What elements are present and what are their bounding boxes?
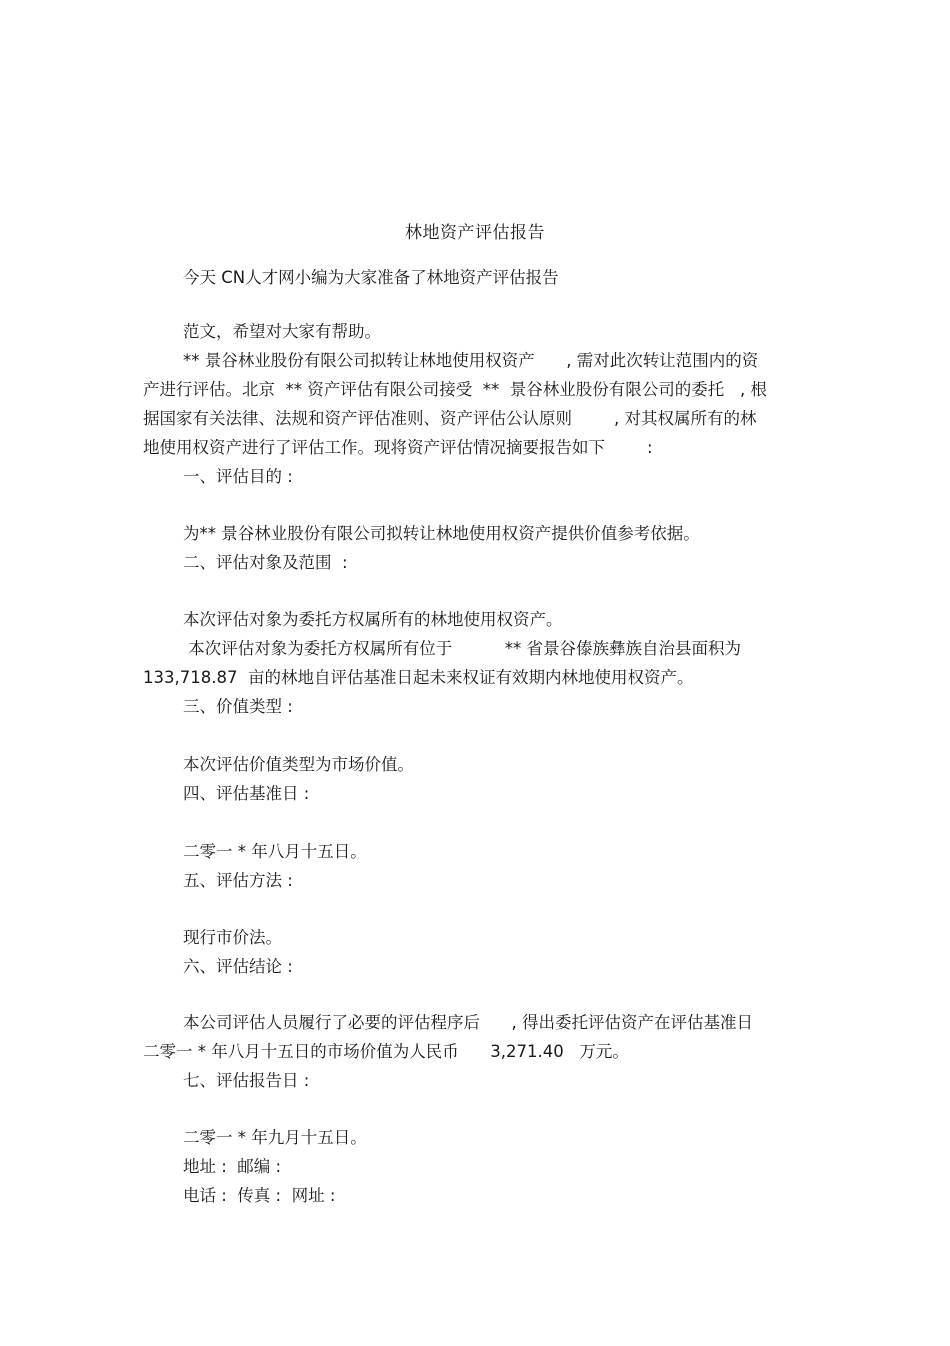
contact-line: 电话 : 传真 : 网址 : xyxy=(183,1186,336,1205)
section-content: 现行市价法。 xyxy=(183,928,282,947)
section-content: 为** 景谷林业股份有限公司拟转让林地使用权资产提供价值参考依据。 xyxy=(183,524,700,543)
section-heading: 三、价值类型 : xyxy=(183,697,293,716)
intro-line: 今天 CN人才网小编为大家准备了林地资产评估报告 xyxy=(183,268,559,287)
section-heading: 四、评估基准日 : xyxy=(183,784,310,803)
body-paragraph-line: 地使用权资产进行了评估工作。现将资产评估情况摘要报告如下 : xyxy=(143,438,653,457)
section-heading: 六、评估结论 : xyxy=(183,957,293,976)
body-paragraph-line: 产进行评估。北京 ** 资产评估有限公司接受 ** 景谷林业股份有限公司的委托 , 根 xyxy=(143,380,767,399)
section-heading: 一、评估目的 : xyxy=(183,467,293,486)
document-title: 林地资产评估报告 xyxy=(405,223,545,243)
contact-line: 地址 : 邮编 : xyxy=(183,1157,282,1176)
section-content: 本次评估对象为委托方权属所有位于 ** 省景谷傣族彝族自治县面积为 xyxy=(183,639,741,658)
section-content: 本次评估价值类型为市场价值。 xyxy=(183,755,414,774)
body-paragraph-line: ** 景谷林业股份有限公司拟转让林地使用权资产 , 需对此次转让范围内的资 xyxy=(183,351,759,370)
section-heading: 七、评估报告日 : xyxy=(183,1071,310,1090)
section-heading: 五、评估方法 : xyxy=(183,871,293,890)
section-content: 本公司评估人员履行了必要的评估程序后 , 得出委托评估资产在评估基准日 xyxy=(183,1013,753,1032)
section-content: 本次评估对象为委托方权属所有的林地使用权资产。 xyxy=(183,610,563,629)
intro-line: 范文，希望对大家有帮助。 xyxy=(183,322,381,341)
section-content: 133,718.87 亩的林地自评估基准日起未来权证有效期内林地使用权资产。 xyxy=(143,668,694,687)
section-content: 二零一 * 年八月十五日。 xyxy=(183,842,367,861)
section-content: 二零一 * 年八月十五日的市场价值为人民币 3,271.40 万元。 xyxy=(143,1042,629,1061)
section-heading: 二、评估对象及范围 : xyxy=(183,553,348,572)
section-content: 二零一 * 年九月十五日。 xyxy=(183,1128,367,1147)
body-paragraph-line: 据国家有关法律、法规和资产评估准则、资产评估公认原则 , 对其权属所有的林 xyxy=(143,409,757,428)
